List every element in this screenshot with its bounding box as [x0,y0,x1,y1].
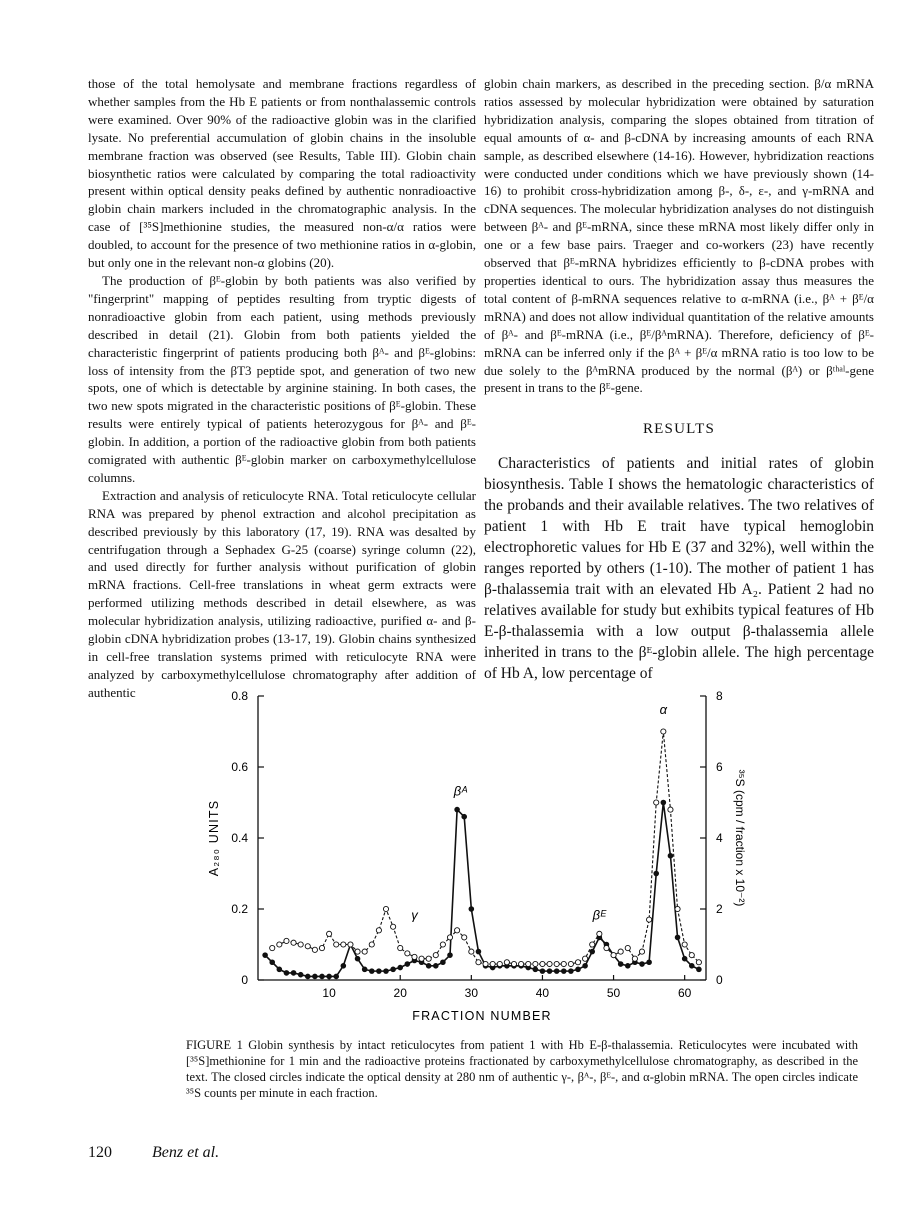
closed-circle-point [654,871,659,876]
closed-circle-point [625,964,630,969]
peak-label: βᴱ [592,907,606,923]
open-circle-point [369,942,374,947]
section-heading: RESULTS [642,421,716,438]
open-circle-point [469,949,474,954]
closed-circle-point [441,960,446,965]
closed-circle-point [661,800,666,805]
closed-circle-point [455,807,460,812]
x-tick-label: 10 [322,986,336,1000]
open-circle-point [341,942,346,947]
open-circle-point [625,945,630,950]
closed-circle-point [682,956,687,961]
results-body [484,453,874,684]
closed-circle-point [583,964,588,969]
open-circle-point [597,931,602,936]
closed-circle-point [298,972,303,977]
peak-label: βᴬ [453,783,468,799]
open-circle-point [355,949,360,954]
open-circle-point [618,949,623,954]
left-column [88,75,476,702]
open-circle-point [447,935,452,940]
open-circle-point [398,945,403,950]
closed-circle-point [334,974,339,979]
open-circle-point [305,944,310,949]
open-circle-point [483,961,488,966]
closed-circle-point [640,962,645,967]
closed-circle-point [426,964,431,969]
open-circle-point [696,960,701,965]
open-circle-point [419,956,424,961]
closed-circle-point [554,969,559,974]
open-circle-point [611,953,616,958]
open-circle-point [391,924,396,929]
y-left-tick-label: 0.2 [231,902,248,916]
closed-circle-point [369,969,374,974]
open-circle-point [348,942,353,947]
open-circle-point [639,949,644,954]
closed-circle-point [476,949,481,954]
page-number: 120 [88,1144,112,1161]
open-circle-point [476,960,481,965]
open-circle-point [654,800,659,805]
open-circle-point [504,960,509,965]
y-left-tick-label: 0 [241,973,248,987]
open-circle-point [405,951,410,956]
open-circle-point [490,961,495,966]
closed-circle-point [355,956,360,961]
figure-1-chart [190,670,750,1030]
closed-circle-point [291,971,296,976]
open-circle-point [440,942,445,947]
x-tick-label: 40 [535,986,550,1000]
figure-caption: FIGURE 1 Globin synthesis by intact reticulocytes from patient 1 with Hb E-β-thalassemia. Reticulocytes were incubated with [³⁵S]methionine for 1 min and the radioactive proteins fractionated by carboxymethylcellulose chromatography, as described in the text. The closed circles indicate the optical density at 280 nm of authentic γ-, βᴬ-, βᴱ-, and α-globin mRNA. The open circles indicate ³⁵S counts per minute in each fraction. [186,1038,858,1100]
paragraph: globin chain markers, as described in the preceding section. β/α mRNA ratios assessed by molecular hybridization were obtained by saturation hybridization analysis, comparing the slopes obtained from titration of equal amounts of α- and β-cDNA by increasing amounts of each RNA sample, as described elsewhere (14-16). However, hybridization reactions were conducted under conditions which we have previously shown (14-16) to prohibit cross-hybridization among β-, δ-, ε-, and γ-mRNA and cDNA sequences. The molecular hybridization analyses do not distinguish between βᴬ- and βᴱ-mRNA, since these mRNA most likely differ only in one or a few base pairs. Traeger and co-workers (23) have recently observed that βᴱ-mRNA hybridizes efficiently to β-cDNA probes with properties identical to ours. The hybridization assay thus measures the total content of β-mRNA sequences relative to α-mRNA (i.e., βᴬ + βᴱ/α mRNA) and does not allow individual quantitation of the relative amounts of βᴬ- and βᴱ-mRNA (i.e., βᴱ/βᴬmRNA). Therefore, deficiency of βᴱ-mRNA can be inferred only if the βᴬ + βᴱ/α mRNA ratio is too low to be due solely to the βᴬmRNA produced by the normal (βᴬ) or βᵗʰᵃˡ-gene present in trans to the βᴱ-gene. [484,76,874,396]
closed-circle-point [533,967,538,972]
closed-circle-point [263,953,268,958]
open-circle-point [590,942,595,947]
open-circle-point [668,807,673,812]
closed-circle-point [547,969,552,974]
open-circle-point [327,931,332,936]
closed-circle-point [284,971,289,976]
chart-series [263,729,702,979]
closed-circle-point [305,974,310,979]
page-footer [88,1144,219,1162]
open-circle-point [462,935,467,940]
y-right-tick-label: 4 [716,831,723,845]
y-left-tick-label: 0.6 [231,760,248,774]
open-circle-point [604,945,609,950]
closed-circle-point [327,974,332,979]
series-line-1 [272,732,699,965]
peak-label: α [659,701,668,717]
paragraph: The production of βᴱ-globin by both patients was also verified by "fingerprint" mapping of peptides resulting from tryptic digests of nonradioactive globin from each patient, using methods previously described in detail (21). Globin from both patients yielded the characteristic fingerprint of patients producing both βᴬ- and βᴱ-globins: loss of intensity from the βT3 peptide spot, and generation of two new spots, one of which is detectable by arginine staining. In both cases, the two new spots migrated in the characteristic positions of βᴱ-globin. These results were entirely typical of patients heterozygous for βᴬ- and βᴱ-globin. In addition, a portion of the radioactive globin from both patients comigrated with authentic βᴱ-globin marker on carboxymethylcellulose columns. [88,272,476,485]
open-circle-point [511,961,516,966]
open-circle-point [519,961,524,966]
y-left-tick-label: 0.4 [231,831,248,845]
open-circle-point [575,960,580,965]
open-circle-point [497,961,502,966]
y-left-tick-label: 0.8 [231,689,248,703]
open-circle-point [583,956,588,961]
right-column [484,75,874,684]
closed-circle-point [569,969,574,974]
open-circle-point [284,938,289,943]
closed-circle-point [384,969,389,974]
x-tick-label: 60 [677,986,692,1000]
open-circle-point [540,961,545,966]
open-circle-point [319,945,324,950]
x-tick-label: 20 [393,986,407,1000]
closed-circle-point [362,967,367,972]
open-circle-point [270,945,275,950]
y-left-axis-label: A₂₈₀ UNITS [207,799,221,877]
open-circle-point [376,928,381,933]
y-right-tick-label: 6 [716,760,723,774]
paragraph: Characteristics of patients and initial rates of globin biosynthesis. Table I shows the hematologic characteristics of the probands and their available relatives. The two relatives of patient 1 with Hb E trait have typical hemoglobin electrophoretic values for Hb E (37 and 32%), well within the ranges reported by others (1-10). The mother of patient 1 has β-thalassemia trait with an elevated Hb A₂. Patient 2 had no relatives available for study but exhibits typical features of Hb E-β-thalassemia with a low output β-thalassemia allele inherited in trans to the βᴱ-globin allele. The high percentage of Hb A, low percentage of [484,455,874,683]
closed-circle-point [462,814,467,819]
closed-circle-point [320,974,325,979]
closed-circle-point [561,969,566,974]
open-circle-point [675,906,680,911]
closed-circle-point [668,853,673,858]
closed-circle-point [391,967,396,972]
closed-circle-point [540,969,545,974]
closed-circle-point [590,949,595,954]
open-circle-point [647,917,652,922]
open-circle-point [362,949,367,954]
closed-circle-point [448,953,453,958]
chart-axes [258,696,706,980]
paragraph: those of the total hemolysate and membrane fractions regardless of whether samples from the Hb E patients or from nonthalassemic controls were examined. Over 90% of the radioactive globin was in the clarified lysate. No preferential accumulation of globin chains in the insoluble membrane fraction was observed (see Results, Table III). Globin chain biosynthetic ratios were calculated by comparing the total radioactivity present within optical density peaks defined by authentic nonradioactive globin chain markers included in the chromatographic analysis. In the case of [³⁵S]methionine studies, the measured non-α/α ratios were doubled, to account for the presence of two methionine ratios in α-globin, but only one in the relevant non-α globins (20). [88,76,476,271]
open-circle-point [533,961,538,966]
closed-circle-point [689,964,694,969]
open-circle-point [298,942,303,947]
closed-circle-point [576,967,581,972]
closed-circle-point [277,967,282,972]
open-circle-point [334,942,339,947]
open-circle-point [426,956,431,961]
x-tick-label: 30 [464,986,479,1000]
closed-circle-point [618,962,623,967]
closed-circle-point [270,960,275,965]
series-line-0 [265,803,699,977]
open-circle-point [689,953,694,958]
closed-circle-point [675,935,680,940]
open-circle-point [632,956,637,961]
x-axis-label: FRACTION NUMBER [412,1009,552,1023]
open-circle-point [277,942,282,947]
closed-circle-point [433,964,438,969]
open-circle-point [291,940,296,945]
y-right-tick-label: 2 [716,902,723,916]
peak-label: γ [411,907,418,923]
closed-circle-point [697,967,702,972]
open-circle-point [568,961,573,966]
open-circle-point [433,953,438,958]
y-right-tick-label: 8 [716,689,723,703]
running-authors: Benz et al. [152,1144,220,1161]
y-right-tick-label: 0 [716,973,723,987]
closed-circle-point [341,964,346,969]
open-circle-point [661,729,666,734]
open-circle-point [526,961,531,966]
x-tick-label: 50 [606,986,621,1000]
y-right-axis-label: ³⁵S (cpm / fraction x 10⁻²) [733,769,747,907]
closed-circle-point [313,974,318,979]
open-circle-point [412,954,417,959]
closed-circle-point [405,962,410,967]
paragraph: Extraction and analysis of reticulocyte RNA. Total reticulocyte cellular RNA was prepared by phenol extraction and alcohol precipitation as described previously by this laboratory (17, 19). RNA was desalted by centrifugation through a Sephadex G-25 (coarse) syringe column (22), and used directly for further analysis without purification of globin mRNA fractions. Cell-free translations in wheat germ extracts were performed utilizing methods described in detail elsewhere, as was molecular hybridization analysis, utilizing radioactive, purified α- and β-globin cDNA hybridization probes (13-17, 19). Globin chains synthesized in cell-free translation systems primed with reticulocyte RNA were analyzed by carboxymethylcellulose chromatography after addition of authentic [88,487,476,700]
closed-circle-point [469,907,474,912]
closed-circle-point [377,969,382,974]
closed-circle-point [398,965,403,970]
open-circle-point [682,942,687,947]
open-circle-point [312,947,317,952]
open-circle-point [554,961,559,966]
open-circle-point [455,928,460,933]
open-circle-point [547,961,552,966]
open-circle-point [561,961,566,966]
closed-circle-point [647,960,652,965]
open-circle-point [383,906,388,911]
